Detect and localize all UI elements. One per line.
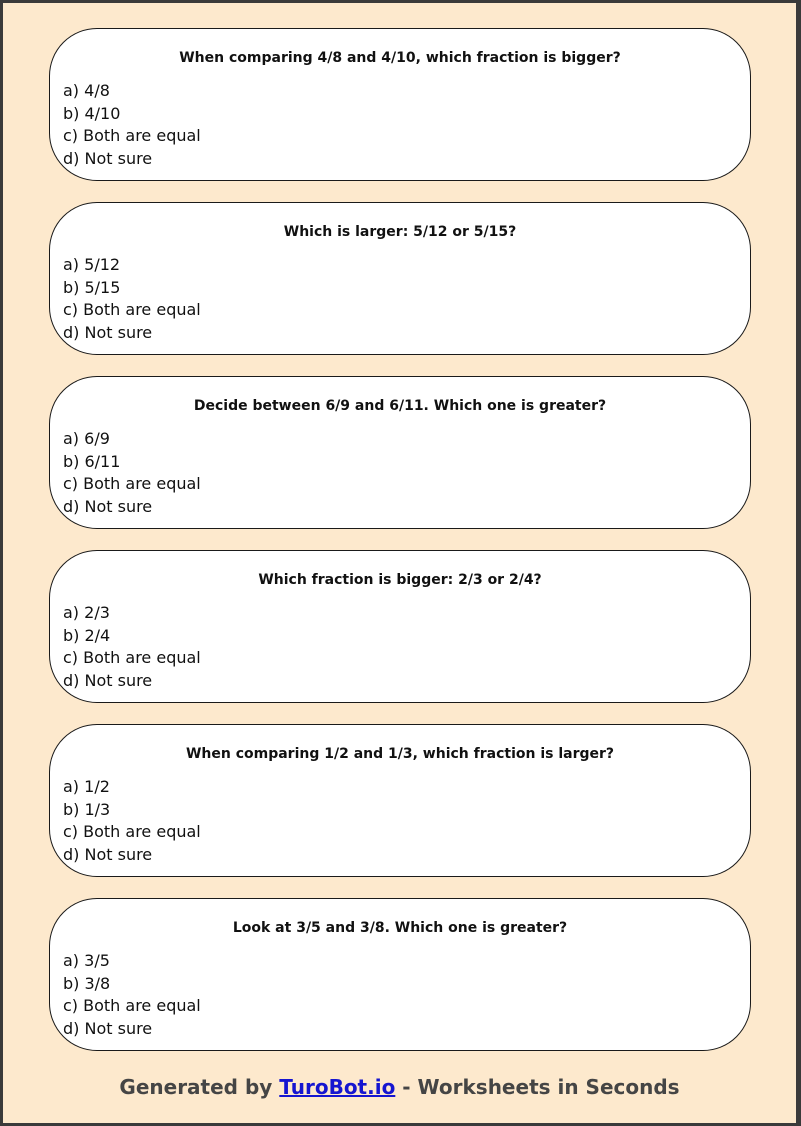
question-prompt: Look at 3/5 and 3/8. Which one is greater? bbox=[232, 920, 568, 936]
answer-option-c: c) Both are equal bbox=[63, 300, 201, 320]
question-prompt: When comparing 1/2 and 1/3, which fraction is larger? bbox=[185, 746, 615, 762]
footer-suffix: - Worksheets in Seconds bbox=[395, 1075, 680, 1099]
answer-option-a: a) 3/5 bbox=[63, 951, 110, 970]
answer-option-a: a) 2/3 bbox=[63, 603, 110, 622]
question-card bbox=[49, 376, 751, 529]
answer-option-a: a) 1/2 bbox=[63, 777, 110, 796]
answer-option-a: a) 5/12 bbox=[63, 255, 121, 274]
answer-options bbox=[63, 950, 201, 1041]
answer-option-a: a) 6/9 bbox=[63, 429, 110, 448]
answer-option-d: d) Not sure bbox=[63, 149, 153, 169]
answer-option-d: d) Not sure bbox=[63, 497, 153, 517]
question-card bbox=[49, 898, 751, 1051]
question-card bbox=[49, 202, 751, 355]
question-card bbox=[49, 724, 751, 877]
question-prompt: Which fraction is bigger: 2/3 or 2/4? bbox=[258, 572, 542, 588]
question-prompt: When comparing 4/8 and 4/10, which fraction is bigger? bbox=[179, 50, 621, 66]
question-prompt: Which is larger: 5/12 or 5/15? bbox=[283, 224, 517, 240]
answer-option-d: d) Not sure bbox=[63, 671, 153, 691]
answer-options bbox=[63, 80, 201, 171]
answer-option-d: d) Not sure bbox=[63, 323, 153, 343]
question-card bbox=[49, 28, 751, 181]
answer-option-b: b) 2/4 bbox=[63, 625, 111, 645]
question-card bbox=[49, 550, 751, 703]
answer-option-d: d) Not sure bbox=[63, 845, 153, 865]
answer-options bbox=[63, 776, 201, 867]
answer-option-c: c) Both are equal bbox=[63, 648, 201, 668]
answer-option-b: b) 5/15 bbox=[63, 277, 121, 297]
answer-option-c: c) Both are equal bbox=[63, 474, 201, 494]
answer-option-c: c) Both are equal bbox=[63, 822, 201, 842]
answer-option-c: c) Both are equal bbox=[63, 996, 201, 1016]
answer-option-b: b) 1/3 bbox=[63, 799, 111, 819]
answer-option-b: b) 6/11 bbox=[63, 451, 121, 471]
worksheet-page bbox=[3, 3, 796, 1123]
answer-option-b: b) 4/10 bbox=[63, 103, 121, 123]
footer-credit bbox=[3, 1075, 796, 1099]
answer-options bbox=[63, 254, 201, 345]
answer-options bbox=[63, 428, 201, 519]
answer-options bbox=[63, 602, 201, 693]
answer-option-d: d) Not sure bbox=[63, 1019, 153, 1039]
question-prompt: Decide between 6/9 and 6/11. Which one is greater? bbox=[193, 398, 607, 414]
answer-option-a: a) 4/8 bbox=[63, 81, 110, 100]
answer-option-c: c) Both are equal bbox=[63, 126, 201, 146]
answer-option-b: b) 3/8 bbox=[63, 973, 111, 993]
footer-prefix: Generated by bbox=[119, 1075, 280, 1099]
turobot-link[interactable]: TuroBot.io bbox=[279, 1075, 396, 1099]
